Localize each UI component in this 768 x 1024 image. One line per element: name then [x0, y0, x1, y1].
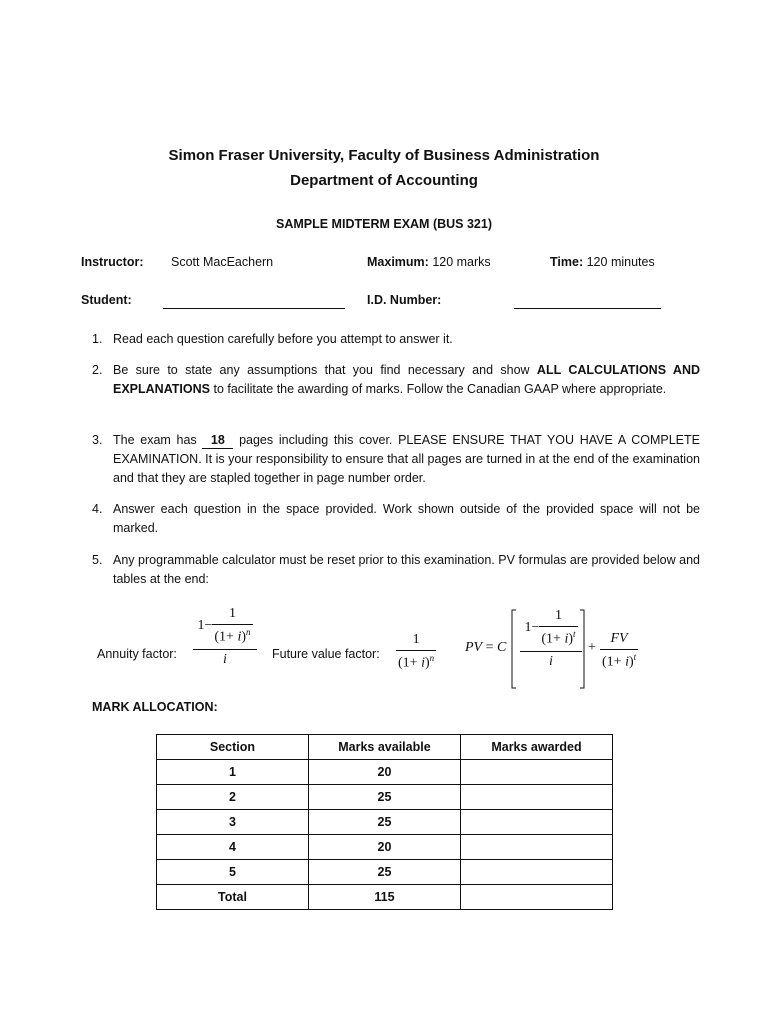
- emphasis-text: ALL CALCULATIONS AND EXPLANATIONS: [113, 363, 701, 396]
- maximum: [367, 255, 491, 269]
- maximum-label: Maximum:: [367, 255, 429, 269]
- column-header: Marks available: [308, 735, 460, 760]
- table-row: [157, 860, 613, 885]
- id-number-line[interactable]: [514, 308, 661, 309]
- marks-awarded-cell[interactable]: [460, 760, 612, 785]
- department-title: Department of Accounting: [290, 172, 478, 189]
- marks-available-cell: 115: [308, 885, 460, 910]
- annuity-factor-formula: 1− $\frac{1}{(1+ i)^n}$ i: [191, 606, 259, 668]
- marks-awarded-cell[interactable]: [460, 810, 612, 835]
- marks-awarded-cell[interactable]: [460, 885, 612, 910]
- future-value-factor-formula: $\frac{1}{(1+ i)^n}$: [398, 632, 435, 671]
- section-cell: 4: [157, 835, 309, 860]
- table-row: [157, 785, 613, 810]
- instruction-text: The exam has 18 pages including this cover. PLEASE ENSURE THAT YOU HAVE A COMPLETE EXAMINATION. It is your responsibility to ensure that all pages are turned in at the end of the examination and that they are stapled together in page number order.: [113, 433, 700, 485]
- instruction-number: 2.: [92, 363, 103, 377]
- marks-awarded-cell[interactable]: [460, 860, 612, 885]
- marks-available-cell: 25: [308, 860, 460, 885]
- annuity-factor-label: Annuity factor:: [97, 647, 177, 661]
- instruction-number: 4.: [92, 502, 103, 516]
- instruction-text: Answer each question in the space provided. Work shown outside of the provided space will not be marked.: [113, 502, 700, 535]
- section-cell: 3: [157, 810, 309, 835]
- instruction-item: [92, 551, 700, 589]
- marks-awarded-cell[interactable]: [460, 835, 612, 860]
- maximum-value: 120 marks: [432, 255, 491, 269]
- id-number-label: I.D. Number:: [367, 293, 442, 307]
- student-label: Student:: [81, 293, 132, 307]
- pv-plus-sign: +: [588, 640, 596, 655]
- student-name-line[interactable]: [163, 308, 345, 309]
- marks-available-cell: 25: [308, 785, 460, 810]
- mark-allocation-heading: MARK ALLOCATION:: [92, 700, 218, 714]
- marks-awarded-cell[interactable]: [460, 785, 612, 810]
- marks-available-cell: 20: [308, 760, 460, 785]
- section-cell: Total: [157, 885, 309, 910]
- column-header: Section: [157, 735, 309, 760]
- column-header: Marks awarded: [460, 735, 612, 760]
- time: [550, 255, 655, 269]
- table-row: [157, 835, 613, 860]
- instructor-value: Scott MacEachern: [171, 255, 274, 269]
- time-value: 120 minutes: [586, 255, 655, 269]
- instruction-item: [92, 431, 700, 488]
- instruction-number: 5.: [92, 553, 103, 567]
- instruction-item: [92, 330, 700, 349]
- pv-annuity-term: 1− $\frac{1}{(1+ i)^t}$ i: [518, 608, 584, 670]
- instruction-item: [92, 500, 700, 538]
- instruction-item: [92, 361, 700, 399]
- pv-formula-lhs: PV = C: [465, 640, 507, 655]
- instruction-text: Be sure to state any assumptions that you find necessary and show ALL CALCULATIONS AND EXPLANATIONS to facilitate the awarding of marks. Follow the Canadian GAAP where appropriate.: [113, 363, 701, 396]
- instruction-text: Any programmable calculator must be reset prior to this examination. PV formulas are provided below and tables at the end:: [113, 553, 700, 586]
- pv-fv-term: $\frac{FV}{(1+ i)^t}$: [602, 631, 637, 670]
- university-title: Simon Fraser University, Faculty of Business Administration: [168, 147, 600, 164]
- exam-title: SAMPLE MIDTERM EXAM (BUS 321): [276, 217, 492, 231]
- table-row: [157, 760, 613, 785]
- page-count: 18: [202, 433, 233, 449]
- marks-available-cell: 25: [308, 810, 460, 835]
- section-cell: 2: [157, 785, 309, 810]
- instruction-number: 3.: [92, 433, 103, 447]
- section-cell: 5: [157, 860, 309, 885]
- marks-available-cell: 20: [308, 835, 460, 860]
- future-value-factor-label: Future value factor:: [272, 647, 380, 661]
- time-label: Time:: [550, 255, 584, 269]
- instruction-number: 1.: [92, 332, 103, 346]
- table-total-row: [157, 885, 613, 910]
- instruction-text: Read each question carefully before you attempt to answer it.: [113, 332, 453, 346]
- instructor-label: Instructor:: [81, 255, 144, 269]
- table-header-row: [157, 735, 613, 760]
- section-cell: 1: [157, 760, 309, 785]
- table-row: [157, 810, 613, 835]
- mark-allocation-table: [156, 734, 613, 910]
